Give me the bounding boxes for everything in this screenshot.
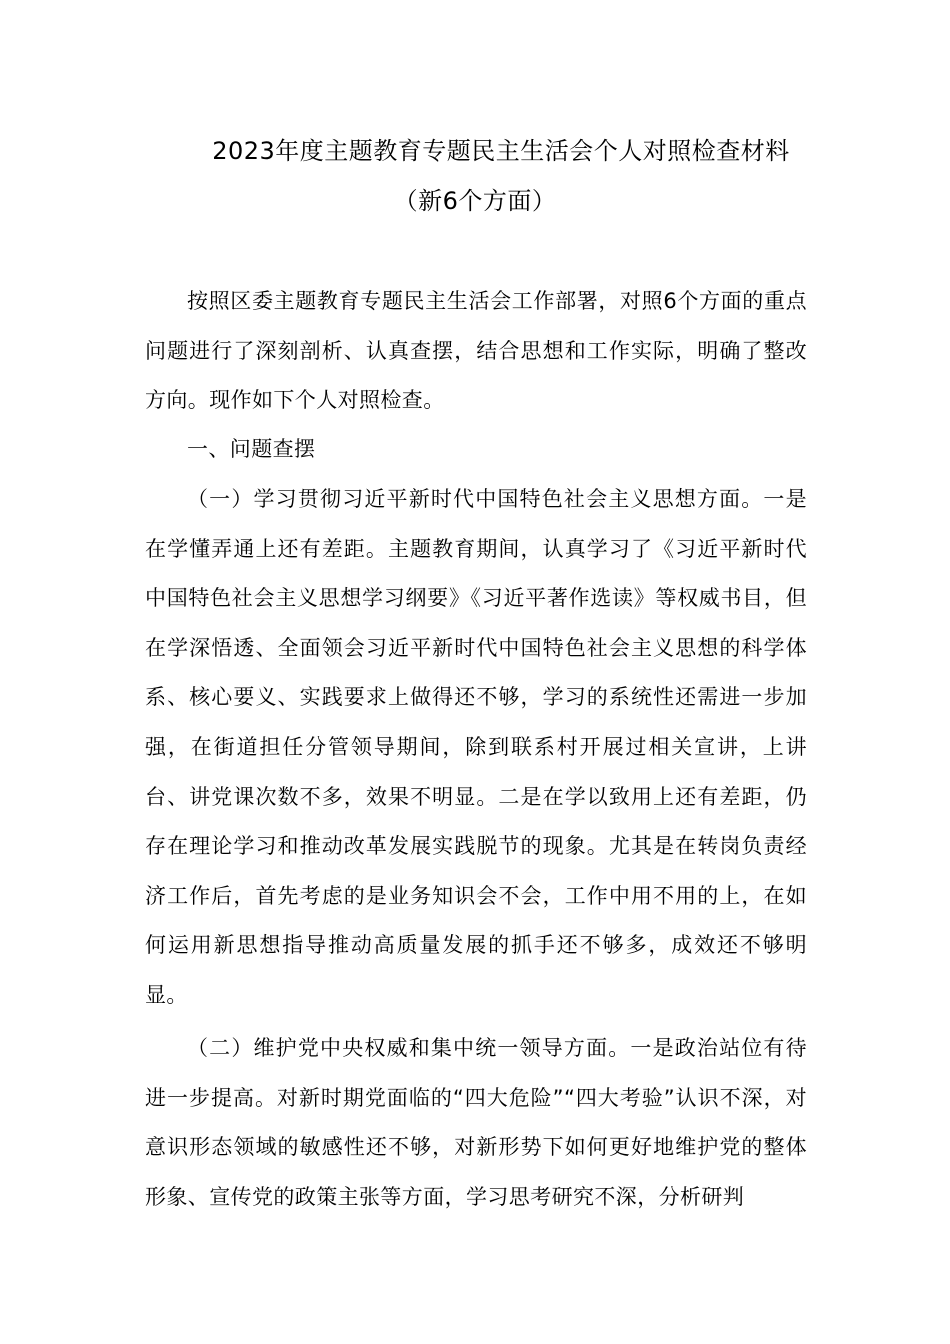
intro-paragraph: 按照区委主题教育专题民主生活会工作部署，对照6个方面的重点问题进行了深刻剖析、认真查摆，结合思想和工作实际，明确了整改方向。现作如下个人对照检查。 <box>145 289 807 413</box>
section-2-paragraph: （二）维护党中央权威和集中统一领导方面。一是政治站位有待进一步提高。对新时期党面临的“四大危险”“四大考验”认识不深，对意识形态领域的敏感性还不够，对新形势下如何更好地维护党的整体形象、宣传党的政策主张等方面，学习思考研究不深，分析研判 <box>145 1036 807 1209</box>
document-title: 2023年度主题教育专题民主生活会个人对照检查材料 <box>212 137 790 165</box>
section-heading-problems: 一、问题查摆 <box>187 437 316 461</box>
document-subtitle: （新6个方面） <box>393 187 557 215</box>
section-1-paragraph: （一）学习贯彻习近平新时代中国特色社会主义思想方面。一是在学懂弄通上还有差距。主题教育期间，认真学习了《习近平新时代中国特色社会主义思想学习纲要》《习近平著作选读》等权威书目，但在学深悟透、全面领会习近平新时代中国特色社会主义思想的科学体系、核心要义、实践要求上做得还不够，学习的系统性还需进一步加强，在街道担任分管领导期间，除到联系村开展过相关宣讲，上讲台、讲党课次数不多，效果不明显。二是在学以致用上还有差距，仍存在理论学习和推动改革发展实践脱节的现象。尤其是在转岗负责经济工作后，首先考虑的是业务知识会不会，工作中用不用的上，在如何运用新思想指导推动高质量发展的抓手还不够多，成效还不够明显。 <box>145 487 807 1007</box>
